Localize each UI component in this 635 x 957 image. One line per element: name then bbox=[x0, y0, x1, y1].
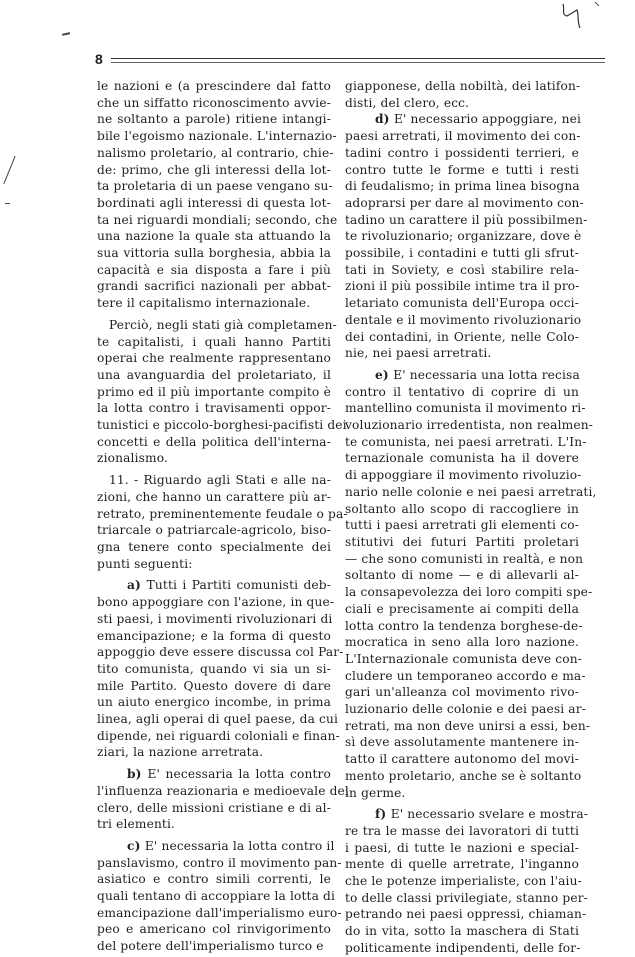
text-line: letariato comunista dell'Europa occi- bbox=[345, 296, 579, 311]
text-line: possibile, i contadini e tutti gli sfrut- bbox=[345, 246, 579, 261]
text-line: bile l'egoismo nazionale. L'internazio- bbox=[97, 129, 337, 144]
item-label: d) bbox=[375, 112, 394, 127]
item-label: c) bbox=[127, 838, 145, 853]
paragraph bbox=[345, 78, 579, 111]
paragraph bbox=[345, 111, 588, 362]
text-line: clero, delle missioni cristiane e di al- bbox=[97, 800, 331, 815]
text-line: b) E' necessaria la lotta contro bbox=[127, 767, 331, 782]
paragraph bbox=[97, 838, 342, 955]
text-line: zionalismo. bbox=[97, 451, 169, 466]
text-line: linea, agli operai di quel paese, da cui bbox=[97, 712, 339, 727]
text-line: emancipazione dall'imperialismo euro- bbox=[97, 905, 342, 920]
header-rule bbox=[111, 58, 605, 63]
text-line: retrato, preminentemente feudale o pa- bbox=[97, 506, 348, 521]
text-line: che le potenze imperialiste, con l'aiu- bbox=[345, 874, 582, 889]
text-line: ternazionale comunista ha il dovere bbox=[345, 451, 579, 466]
paragraph bbox=[97, 577, 344, 761]
text-line: grandi sacrifici nazionali per abbat- bbox=[97, 279, 331, 294]
text-line: sua vittoria sulla borghesia, abbia la bbox=[97, 246, 331, 261]
text-line: tri elementi. bbox=[97, 817, 176, 832]
text-line: de: primo, che gli interessi della lot- bbox=[97, 162, 331, 177]
text-line: tunistici e piccolo-borghesi-pacifisti dei bbox=[97, 418, 347, 433]
text-line: concetti e della politica dell'interna- bbox=[97, 434, 331, 449]
text-line: c) E' necessaria la lotta contro il bbox=[127, 838, 335, 853]
text-line: ciali e precisamente ai compiti della bbox=[345, 601, 579, 616]
text-line: disti, del clero, ecc. bbox=[345, 95, 470, 110]
text-line: tito comunista, quando vi sia un si- bbox=[97, 661, 331, 676]
text-line: un aiuto energico incombe, in prima bbox=[97, 695, 331, 710]
text-line: una avanguardia del proletariato, il bbox=[97, 367, 331, 382]
text-line: stitutivi dei futuri Partiti proletari bbox=[345, 534, 579, 549]
text-line: dei contadini, in Oriente, nelle Colo- bbox=[345, 329, 579, 344]
text-line: d) E' necessario appoggiare, nei bbox=[375, 112, 581, 127]
left-column bbox=[97, 78, 349, 955]
text-line: tadini contro i possidenti terrieri, e bbox=[345, 145, 579, 160]
text-line: di feudalismo; in prima linea bisogna bbox=[345, 179, 580, 194]
text-line: la lotta contro i travisamenti oppor- bbox=[97, 401, 331, 416]
text-line: operai che realmente rappresentano bbox=[97, 351, 331, 366]
text-line: una nazione la quale sta attuando la bbox=[97, 229, 331, 244]
item-label: f) bbox=[375, 807, 391, 822]
text-line: mantellino comunista il movimento ri- bbox=[345, 401, 586, 416]
text-line: che un siffatto riconoscimento avvie- bbox=[97, 95, 331, 110]
item-label: b) bbox=[127, 767, 148, 782]
text-line: dipende, nei riguardi coloniali e finan- bbox=[97, 728, 340, 743]
text-line: gna tenere conto specialmente dei bbox=[97, 539, 331, 554]
paragraph bbox=[97, 317, 347, 467]
text-line: tati in Soviety, e così stabilire rela- bbox=[345, 262, 579, 277]
text-line: ta nei riguardi mondiali; secondo, che bbox=[97, 212, 338, 227]
text-line: Perciò, negli stati già completamen- bbox=[109, 317, 337, 332]
text-line: quali tentano di accoppiare la lotta di bbox=[97, 889, 336, 904]
text-line: paesi arretrati, il movimento dei con- bbox=[345, 129, 581, 144]
text-line: to delle classi privilegiate, stanno per- bbox=[345, 890, 588, 905]
item-label: a) bbox=[127, 578, 147, 593]
text-line: luzionario delle colonie e dei paesi ar- bbox=[345, 702, 586, 717]
text-line: le nazioni e (a prescindere dal fatto bbox=[97, 79, 331, 93]
text-line: gari un'alleanza col movimento rivo- bbox=[345, 685, 579, 700]
text-line: punti seguenti: bbox=[97, 556, 193, 571]
text-line: i paesi, di tutte le nazioni e special- bbox=[345, 840, 579, 855]
text-line: voluzionario irredentista, non realmen- bbox=[345, 418, 593, 433]
text-line: sti paesi, i movimenti rivoluzionari di bbox=[97, 611, 333, 626]
text-line: mente di quelle arretrate, l'inganno bbox=[345, 857, 579, 872]
text-line: adoprarsi per dare al movimento con- bbox=[345, 195, 584, 210]
text-line: e) E' necessaria una lotta recisa bbox=[375, 367, 580, 382]
text-line: nalismo proletario, al contrario, chie- bbox=[97, 145, 334, 160]
text-line: la consapevolezza dei loro compiti spe- bbox=[345, 585, 593, 600]
text-line: nario nelle colonie e nei paesi arretrati, bbox=[345, 484, 597, 499]
text-line: do in vita, sotto la maschera di Stati bbox=[345, 924, 579, 939]
text-line: di appoggiare il movimento rivoluzio- bbox=[345, 468, 582, 483]
paragraph bbox=[345, 367, 597, 801]
text-line: ziari, la nazione arretrata. bbox=[97, 745, 264, 760]
text-line: te comunista, nei paesi arretrati. L'In- bbox=[345, 434, 587, 449]
text-line: dentale e il movimento rivoluzionario bbox=[345, 312, 582, 327]
paragraph bbox=[97, 78, 338, 312]
text-line: mento proletario, anche se è soltanto bbox=[345, 768, 582, 783]
handwritten-annotation-top-right bbox=[555, 0, 625, 35]
margin-pen-stroke bbox=[5, 203, 10, 204]
text-line: peo e americano col rinvigorimento bbox=[97, 922, 331, 937]
text-line: tatto il carattere autonomo del movi- bbox=[345, 752, 579, 767]
text-line: l'influenza reazionaria e medioevale del bbox=[97, 783, 349, 798]
text-line: zioni il più possibile intime tra il pro- bbox=[345, 279, 580, 294]
text-line: lotta contro la tendenza borghese-de- bbox=[345, 618, 583, 633]
paragraph bbox=[97, 472, 348, 572]
text-line: te capitalisti, i quali hanno Partiti bbox=[97, 334, 331, 349]
text-line: soltanto di nome — e di allevarli al- bbox=[345, 568, 579, 583]
text-line: a) Tutti i Partiti comunisti deb- bbox=[127, 578, 332, 593]
text-line: soltanto allo scopo di raccogliere in bbox=[345, 501, 579, 516]
text-line: panslavismo, contro il movimento pan- bbox=[97, 855, 342, 870]
paragraph bbox=[97, 766, 349, 833]
paragraph bbox=[345, 806, 589, 956]
page-header bbox=[95, 53, 605, 67]
item-label: e) bbox=[375, 367, 394, 382]
text-line: L'Internazionale comunista deve con- bbox=[345, 651, 583, 666]
text-line: ta proletaria di un paese vengano su- bbox=[97, 179, 333, 194]
text-line: tadino un carattere il più possibilmen- bbox=[345, 212, 588, 227]
text-line: mocratica in seno alla loro nazione. bbox=[345, 635, 579, 650]
text-line: cludere un temporaneo accordo e ma- bbox=[345, 668, 586, 683]
text-line: emancipazione; e la forma di questo bbox=[97, 628, 331, 643]
page-number: 8 bbox=[95, 51, 103, 67]
text-line: petrando nei paesi oppressi, chiaman- bbox=[345, 907, 587, 922]
text-line: asiatico e contro simili correnti, le bbox=[97, 872, 331, 887]
text-line: tutti i paesi arretrati gli elementi co- bbox=[345, 518, 579, 533]
text-line: capacità e sia disposta a fare i più bbox=[97, 262, 331, 277]
text-line: retrati, ma non deve unirsi a essi, ben- bbox=[345, 718, 591, 733]
text-line: contro il tentativo di coprire di un bbox=[345, 384, 579, 399]
text-line: zioni, che hanno un carattere più ar- bbox=[97, 489, 331, 504]
text-line: ne soltanto a parole) ritiene intangi- bbox=[97, 112, 331, 127]
text-line: bordinati agli interessi di questa lot- bbox=[97, 195, 331, 210]
text-line: del potere dell'imperialismo turco e bbox=[97, 939, 324, 954]
text-line: f) E' necessario svelare e mostra- bbox=[375, 807, 589, 822]
margin-pen-stroke bbox=[62, 32, 70, 35]
right-column bbox=[345, 78, 597, 957]
text-line: tere il capitalismo internazionale. bbox=[97, 296, 311, 311]
text-line: bono appoggiare con l'azione, in que- bbox=[97, 595, 335, 610]
text-line: politicamente indipendenti, delle for- bbox=[345, 940, 581, 955]
text-line: te rivoluzionario; organizzare, dove è bbox=[345, 229, 582, 244]
text-line: sì deve assolutamente mantenere in- bbox=[345, 735, 579, 750]
text-line: in germe. bbox=[345, 785, 406, 800]
text-line: nie, nei paesi arretrati. bbox=[345, 346, 492, 361]
text-line: primo ed il più importante compito è bbox=[97, 384, 331, 399]
text-line: triarcale o patriarcale-agricolo, biso- bbox=[97, 523, 331, 538]
text-line: 11. - Riguardo agli Stati e alle na- bbox=[109, 473, 331, 488]
margin-pen-stroke bbox=[3, 156, 15, 184]
text-line: — che sono comunisti in realtà, e non bbox=[345, 551, 584, 566]
text-line: mile Partito. Questo dovere di dare bbox=[97, 678, 331, 693]
text-line: giapponese, della nobiltà, dei latifon- bbox=[345, 79, 581, 93]
text-line: contro tutte le forme e tutti i resti bbox=[345, 162, 579, 177]
text-line: re tra le masse dei lavoratori di tutti bbox=[345, 823, 579, 838]
text-line: appoggio deve essere discussa col Par- bbox=[97, 645, 344, 660]
